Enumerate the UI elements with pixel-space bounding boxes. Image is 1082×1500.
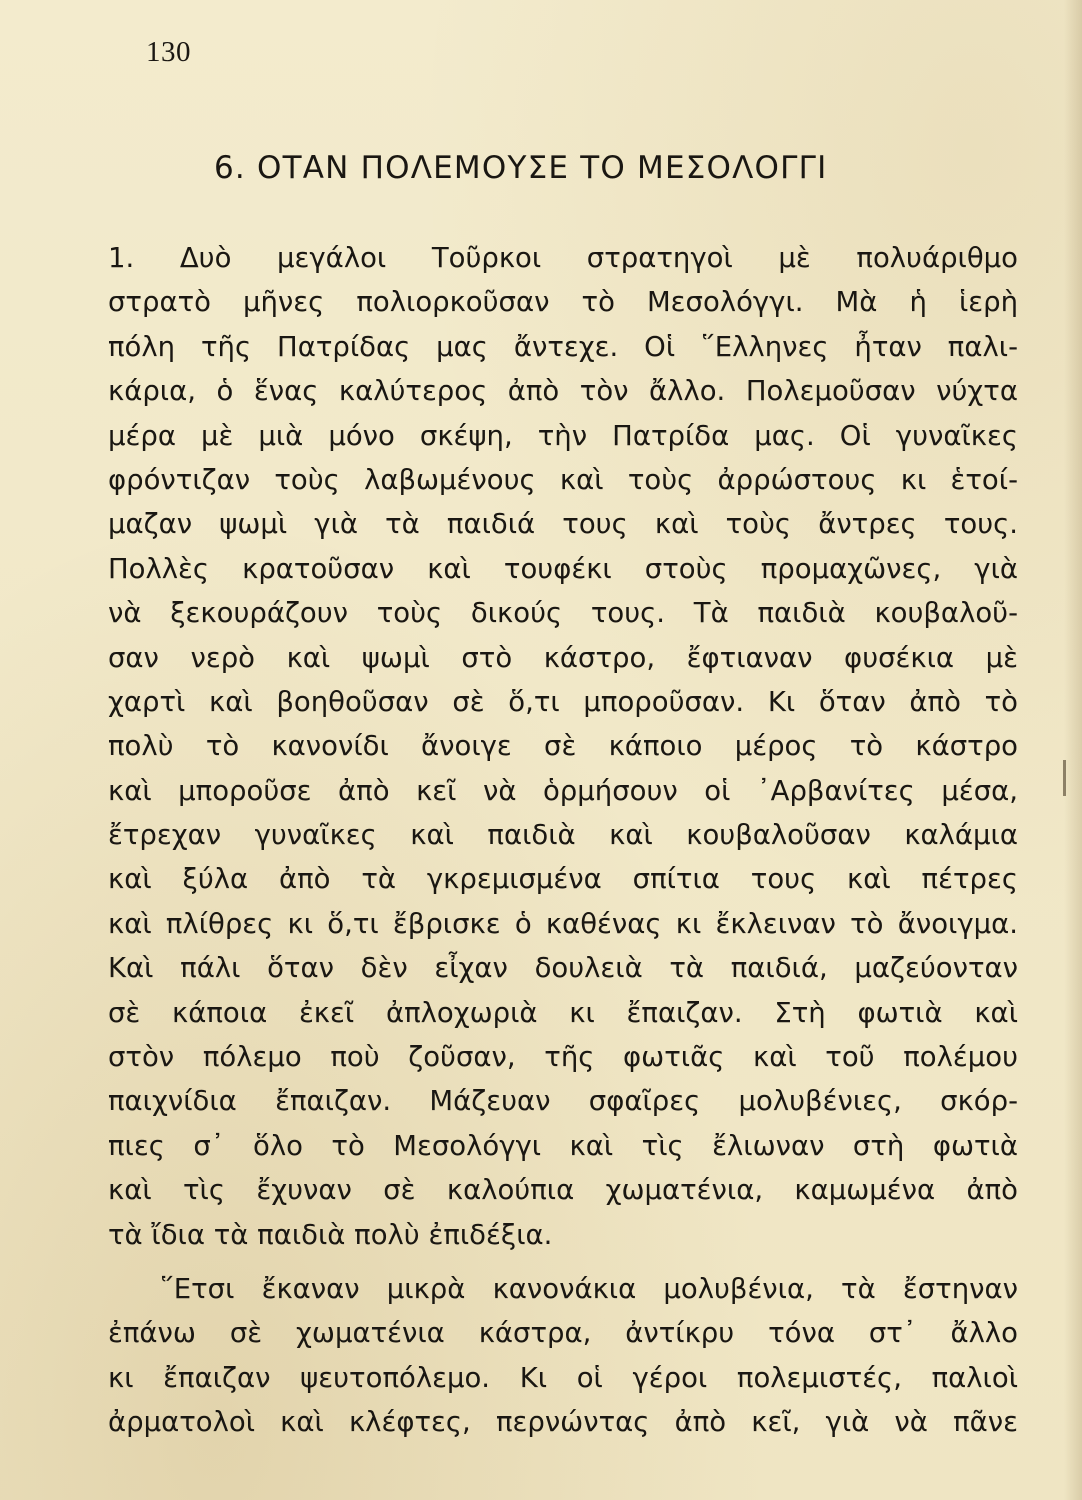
page-edge-mark — [1063, 760, 1066, 796]
text-line: Πολλὲς κρατοῦσαν καὶ τουφέκι στοὺς προμαχῶνες, γιὰ — [108, 552, 1018, 585]
text-line: κι ἔπαιζαν ψευτοπόλεμο. Κι οἱ γέροι πολεμιστές, παλιοὶ — [108, 1361, 1018, 1394]
page-edge-shadow — [1064, 0, 1082, 1500]
text-line: μέρα μὲ μιὰ μόνο σκέψη, τὴν Πατρίδα μας. Οἱ γυναῖκες — [108, 419, 1018, 452]
chapter-title: 6. ΟΤΑΝ ΠΟΛΕΜΟΥΣΕ ΤΟ ΜΕΣΟΛΟΓΓΙ — [214, 150, 828, 186]
text-line: μαζαν ψωμὶ γιὰ τὰ παιδιά τους καὶ τοὺς ἄντρες τους. — [108, 508, 1018, 541]
body-text — [108, 236, 1018, 1445]
text-line: Καὶ πάλι ὅταν δὲν εἶχαν δουλειὰ τὰ παιδιά, μαζεύονταν — [108, 952, 1018, 985]
text-line: ἀρματολοὶ καὶ κλέφτες, περνώντας ἀπὸ κεῖ, γιὰ νὰ πᾶνε — [108, 1406, 1018, 1439]
text-line: καὶ πλίθρες κι ὅ,τι ἔβρισκε ὁ καθένας κι ἔκλειναν τὸ ἄνοιγμα. — [108, 907, 1018, 940]
text-line: ἔτρεχαν γυναῖκες καὶ παιδιὰ καὶ κουβαλοῦσαν καλάμια — [108, 819, 1018, 852]
text-line: στὸν πόλεμο ποὺ ζοῦσαν, τῆς φωτιᾶς καὶ τοῦ πολέμου — [108, 1041, 1018, 1074]
text-line: πόλη τῆς Πατρίδας μας ἄντεχε. Οἱ ῞Ελληνες ἦταν παλι- — [108, 330, 1018, 363]
text-line: πιες σ᾿ ὅλο τὸ Μεσολόγγι καὶ τὶς ἔλιωναν στὴ φωτιὰ — [108, 1129, 1018, 1162]
text-line: τὰ ἴδια τὰ παιδιὰ πολὺ ἐπιδέξια. — [108, 1218, 553, 1251]
text-line: καὶ μποροῦσε ἀπὸ κεῖ νὰ ὁρμήσουν οἱ ᾿Αρβανίτες μέσα, — [108, 774, 1018, 807]
paragraph-1 — [108, 236, 1018, 1257]
paragraph-gap — [108, 1257, 1018, 1267]
text-line: παιχνίδια ἔπαιζαν. Μάζευαν σφαῖρες μολυβένιες, σκόρ- — [108, 1085, 1018, 1118]
text-line: κάρια, ὁ ἕνας καλύτερος ἀπὸ τὸν ἄλλο. Πολεμοῦσαν νύχτα — [108, 375, 1018, 408]
text-line: καὶ τὶς ἔχυναν σὲ καλούπια χωματένια, καμωμένα ἀπὸ — [108, 1174, 1018, 1207]
text-line: καὶ ξύλα ἀπὸ τὰ γκρεμισμένα σπίτια τους καὶ πέτρες — [108, 863, 1018, 896]
text-line: σὲ κάποια ἐκεῖ ἀπλοχωριὰ κι ἔπαιζαν. Στὴ φωτιὰ καὶ — [108, 996, 1018, 1029]
page-number: 130 — [146, 36, 191, 68]
text-line: νὰ ξεκουράζουν τοὺς δικούς τους. Τὰ παιδιὰ κουβαλοῦ- — [108, 597, 1018, 630]
paragraph-2 — [108, 1267, 1018, 1445]
text-line: 1. Δυὸ μεγάλοι Τοῦρκοι στρατηγοὶ μὲ πολυάριθμο — [108, 242, 1018, 274]
text-line: ἐπάνω σὲ χωματένια κάστρα, ἀντίκρυ τόνα στ᾿ ἄλλο — [108, 1317, 1018, 1350]
text-line: σαν νερὸ καὶ ψωμὶ στὸ κάστρο, ἔφτιαναν φυσέκια μὲ — [108, 641, 1018, 674]
text-line: ῞Ετσι ἔκαναν μικρὰ κανονάκια μολυβένια, τὰ ἔστηναν — [160, 1272, 1018, 1305]
text-line: χαρτὶ καὶ βοηθοῦσαν σὲ ὅ,τι μποροῦσαν. Κι ὅταν ἀπὸ τὸ — [108, 685, 1018, 718]
text-line: πολὺ τὸ κανονίδι ἄνοιγε σὲ κάποιο μέρος τὸ κάστρο — [108, 730, 1018, 763]
text-line: φρόντιζαν τοὺς λαβωμένους καὶ τοὺς ἀρρώστους κι ἑτοί- — [108, 463, 1018, 496]
text-line: στρατὸ μῆνες πολιορκοῦσαν τὸ Μεσολόγγι. Μὰ ἡ ἱερὴ — [108, 286, 1018, 319]
